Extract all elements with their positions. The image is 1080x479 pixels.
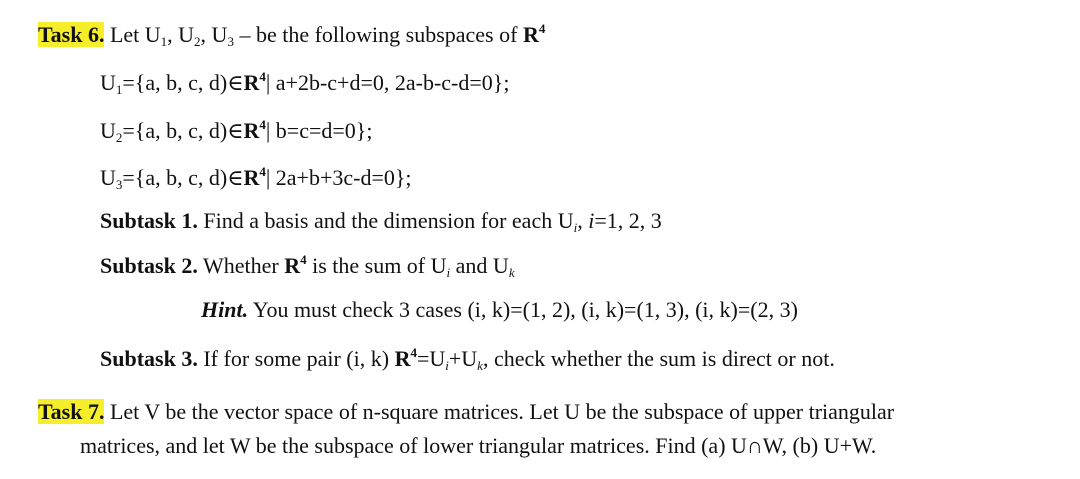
u3-pre: ={a, b, c, d)∈ (122, 165, 244, 190)
u1-pre: ={a, b, c, d)∈ (122, 70, 244, 95)
hint-text: You must check 3 cases (i, k)=(1, 2), (i, k)=(1, 3), (i, k)=(2, 3) (248, 297, 798, 322)
subtask2-R: R (284, 253, 301, 278)
subtask2-exp: 4 (300, 252, 307, 267)
subtask2-text: Whether (197, 253, 285, 278)
subtask1-label: Subtask 1. (100, 208, 198, 233)
task7-text-line2: matrices, and let W be the subspace of lower triangular matrices. Find (a) U∩W, (b) U+W. (80, 433, 877, 458)
subtask3-rest: , check whether the sum is direct or not. (482, 346, 835, 371)
subtask3-sub-k: k (477, 358, 483, 373)
subtask1-comma: , (577, 208, 589, 233)
subtask3-plus: +U (448, 346, 478, 371)
u3-sub: 3 (115, 177, 123, 192)
subtask3-R: R (394, 346, 411, 371)
u1-cond: | a+2b-c+d=0, 2a-b-c-d=0}; (265, 70, 510, 95)
task6-label: Task 6. (38, 22, 105, 47)
u2-exp: 4 (259, 117, 266, 132)
u3-exp: 4 (259, 164, 266, 179)
task7-line1 (38, 398, 894, 426)
subtask3-line (100, 345, 835, 373)
task6-sub3: 3 (227, 34, 234, 49)
u3-R: R (243, 165, 260, 190)
task7-text-line1: Let V be the vector space of n-square matrices. Let U be the subspace of upper triangular (104, 399, 895, 424)
subtask1-text: Find a basis and the dimension for each U (197, 208, 574, 233)
task6-sub1: 1 (160, 34, 168, 49)
task6-sep2: , U (200, 22, 228, 47)
u1-U: U (100, 70, 116, 95)
u2-U: U (100, 118, 116, 143)
subtask1-line (100, 207, 662, 235)
u1-sub: 1 (115, 82, 123, 97)
subtask2-and: and U (450, 253, 509, 278)
task6-R-exp: 4 (538, 21, 546, 36)
u2-R: R (243, 118, 260, 143)
subtask2-label: Subtask 2. (100, 253, 198, 278)
task6-sub2: 2 (194, 34, 201, 49)
subtask1-rest: =1, 2, 3 (594, 208, 662, 233)
subtask3-label: Subtask 3. (100, 346, 198, 371)
subtask2-line (100, 252, 515, 280)
u1-line (100, 69, 509, 97)
subtask3-exp: 4 (410, 345, 417, 360)
u2-cond: | b=c=d=0}; (265, 118, 373, 143)
subtask2-mid: is the sum of U (306, 253, 447, 278)
u1-exp: 4 (259, 69, 266, 84)
task7-label: Task 7. (38, 399, 105, 424)
subtask1-i: i (588, 208, 595, 233)
subtask3-sub-i: i (445, 358, 449, 373)
task6-sep1: , U (167, 22, 195, 47)
task6-line (38, 21, 545, 49)
subtask3-eq: =U (416, 346, 446, 371)
u2-sub: 2 (115, 130, 123, 145)
u3-cond: | 2a+b+3c-d=0}; (265, 165, 412, 190)
hint-label: Hint. (201, 297, 249, 322)
task6-rest: – be the following subspaces of (233, 22, 523, 47)
subtask1-sub-i: i (573, 220, 578, 235)
task6-R: R (522, 22, 539, 47)
u1-R: R (243, 70, 260, 95)
subtask2-sub-i: i (446, 265, 451, 280)
u3-line (100, 164, 412, 192)
task6-intro: Let U (104, 22, 161, 47)
u2-pre: ={a, b, c, d)∈ (122, 118, 244, 143)
u2-line (100, 117, 372, 145)
u3-U: U (100, 165, 116, 190)
task7-line2 (80, 432, 876, 460)
subtask3-text: If for some pair (i, k) (197, 346, 395, 371)
hint-line (201, 296, 798, 324)
subtask2-sub-k: k (508, 265, 515, 280)
